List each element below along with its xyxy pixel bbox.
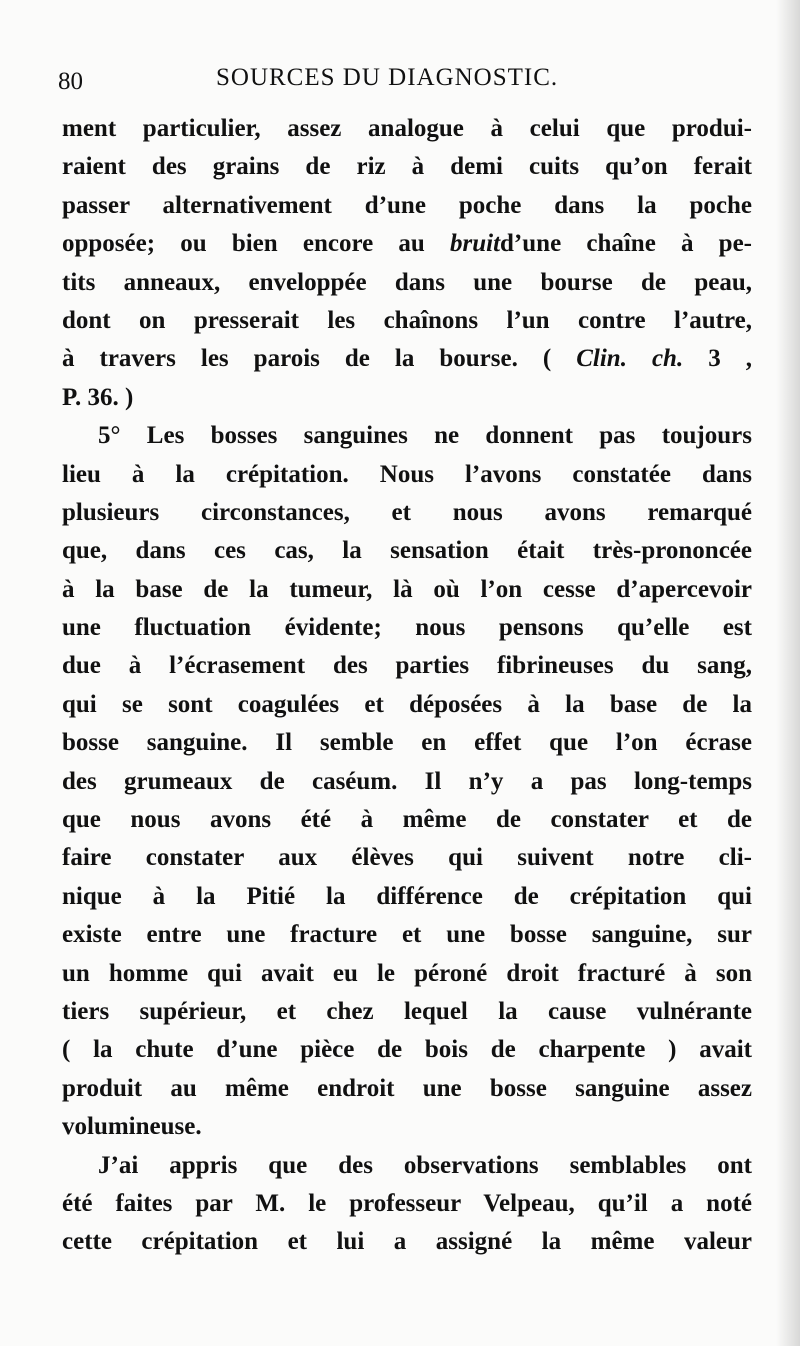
text-line: ment particulier, assez analogue à celui que produi- [62, 115, 752, 142]
text-line: bosse sanguine. Il semble en effet que l’on écrase [62, 729, 752, 757]
text-segment: à travers les parois de la bourse. ( [62, 345, 552, 373]
text-line: due à l’écrasement des parties fibrineuses du sang, [62, 652, 752, 680]
text-line: existe entre une fracture et une bosse sanguine, sur [62, 921, 752, 949]
body-text [62, 110, 752, 1262]
text-segment: opposée; ou bien encore au [62, 230, 425, 258]
text-line: passer alternativement d’une poche dans la poche [62, 191, 752, 219]
text-line [62, 340, 752, 378]
text-segment: d’une chaîne à pe- [500, 230, 752, 258]
text-line: J’ai appris que des observations semblables ont [98, 1151, 752, 1179]
text-line: été faites par M. le professeur Velpeau, qu’il a noté [62, 1189, 752, 1217]
text-line: des grumeaux de caséum. Il n’y a pas long-temps [62, 767, 752, 795]
text-line: 5° Les bosses sanguines ne donnent pas toujours [98, 422, 752, 450]
text-line: P. 36. ) [62, 383, 134, 411]
text-line: à la base de la tumeur, là où l’on cesse d’apercevoir [62, 575, 752, 603]
text-line: ( la chute d’une pièce de bois de charpente ) avait [62, 1036, 752, 1064]
page-number: 80 [58, 68, 83, 95]
italic-term: bruit [450, 230, 501, 258]
text-line: un homme qui avait eu le péroné droit fracturé à son [62, 959, 752, 987]
text-line: lieu à la crépitation. Nous l’avons constatée dans [62, 460, 752, 488]
text-line: faire constater aux élèves qui suivent notre cli- [62, 844, 752, 872]
page-header [58, 62, 758, 102]
text-line: plusieurs circonstances, et nous avons remarqué [62, 498, 752, 526]
text-line: que nous avons été à même de constater et de [62, 806, 752, 834]
text-line: qui se sont coagulées et déposées à la base de la [62, 690, 752, 718]
text-line: que, dans ces cas, la sensation était très-prononcée [62, 537, 752, 565]
text-line: une fluctuation évidente; nous pensons qu’elle est [62, 614, 752, 642]
text-segment: 3 , [708, 345, 752, 373]
text-line: cette crépitation et lui a assigné la même valeur [62, 1228, 752, 1256]
text-line: dont on presserait les chaînons l’un contre l’autre, [62, 306, 752, 334]
text-line: tits anneaux, enveloppée dans une bourse de peau, [62, 268, 752, 296]
running-head: SOURCES DU DIAGNOSTIC. [216, 64, 559, 91]
text-line [62, 225, 752, 263]
text-line: raient des grains de riz à demi cuits qu’on ferait [62, 153, 752, 181]
text-line: volumineuse. [62, 1113, 202, 1141]
citation-italic: Clin. ch. [576, 345, 684, 373]
text-line: produit au même endroit une bosse sanguine assez [62, 1074, 752, 1102]
text-line: tiers supérieur, et chez lequel la cause vulnérante [62, 997, 752, 1025]
text-line: nique à la Pitié la différence de crépitation qui [62, 882, 752, 910]
